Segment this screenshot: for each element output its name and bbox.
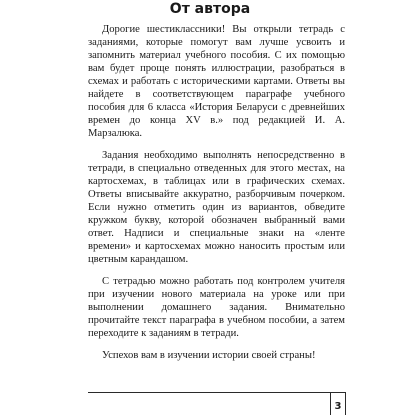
paragraph: С тетрадью можно работать под контролем учителя при изучении нового материала на уроке или при выполнении домашнего задания. Внимательно прочитайте текст параграфа в учебном пособии, а затем переходите к заданиям в тетради. bbox=[88, 276, 345, 339]
paragraph: Успехов вам в изучении истории своей страны! bbox=[102, 350, 316, 361]
footer-divider bbox=[88, 392, 346, 393]
body-text bbox=[88, 23, 345, 371]
paragraph: Дорогие шестиклассники! Вы открыли тетрадь с заданиями, которые помогут вам лучше усвоить и запомнить материал учебного пособия. С их помощью вам будет проще понять иллюстрации, разобраться в схемах и работать с историческими картами. Ответы вы найдете в соответствующем параграфе учебного пособия для 6 класса «История Беларуси с древнейших времен до конца XV в.» под редакцией И. А. Марзалюка. bbox=[88, 24, 345, 139]
paragraph: Задания необходимо выполнять непосредственно в тетради, в специально отведенных для этого местах, на картосхемах, в таблицах или в графических схемах. Ответы вписывайте аккуратно, разборчивым почерком. Если нужно отметить один из вариантов, обведите кружком букву, которой обозначен выбранный вами ответ. Надписи и специальные знаки на «ленте времени» и картосхемах можно наносить простым или цветным карандашом. bbox=[88, 150, 345, 265]
page-number: 3 bbox=[334, 401, 342, 412]
page-title: От автора bbox=[169, 1, 251, 17]
